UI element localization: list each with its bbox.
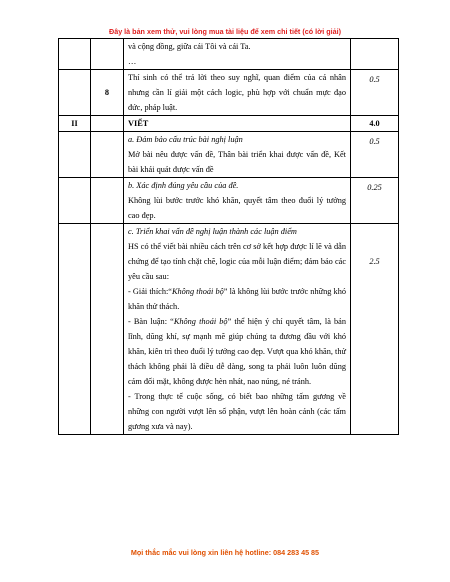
answer-cell <box>124 178 351 224</box>
preview-notice-banner: Đây là bản xem thử, vui lòng mua tài liệu để xem chi tiết (có lời giải) <box>109 27 341 36</box>
discuss-paragraph: - Bàn luận: “Không thoái bộ” thể hiện ý chí quyết tâm, là bản lĩnh, dũng khí, sự mạnh mẽ giúp chúng ta đương đầu với khó khăn, kiên trì theo đuổi lý tưởng cao đẹp. Vượt qua khó khăn, thử thách không phải là điều dễ dàng, song ta phải luôn luôn dũng cảm đối mặt, không được hèn nhát, nao núng, né tránh. <box>128 317 347 386</box>
reality-paragraph: - Trong thực tế cuộc sống, có biết bao những tấm gương về những con người vượt lên số phận, vượt lên hoàn cảnh (các tấm gương xưa và nay). <box>128 392 346 431</box>
answer-cell <box>124 39 351 70</box>
criterion-text: Không lùi bước trước khó khăn, quyết tâm theo đuổi lý tưởng cao đẹp. <box>128 196 346 220</box>
quoted-phrase: Không thoái bộ <box>173 317 228 326</box>
table-row <box>59 132 399 178</box>
score-cell: 0.5 <box>351 132 399 178</box>
criterion-text: Mở bài nêu được vấn đề, Thân bài triển khai được vấn đề, Kết bài khái quát được vấn đề <box>128 150 346 174</box>
section-row <box>59 116 399 132</box>
answer-cell: Thí sinh có thể trả lời theo suy nghĩ, quan điểm của cá nhân nhưng cần lí giải một cách logic, phù hợp với chuẩn mực đạo đức, pháp luật. <box>124 70 351 116</box>
criterion-heading: b. Xác định đúng yêu cầu của đề. <box>128 181 239 190</box>
table-row <box>59 70 399 116</box>
question-number: 8 <box>91 70 124 116</box>
criterion-heading: a. Đảm bảo cấu trúc bài nghị luận <box>128 135 243 144</box>
table-row <box>59 39 399 70</box>
section-number: II <box>59 116 91 132</box>
answer-cell <box>124 132 351 178</box>
hotline-banner: Mọi thắc mắc vui lòng xin liên hệ hotline: 084 283 45 85 <box>130 548 320 557</box>
quoted-phrase: Không thoái bộ <box>171 287 224 296</box>
score-cell: 2.5 <box>351 224 399 435</box>
answer-key-table <box>58 38 399 435</box>
answer-cell <box>124 224 351 435</box>
table-row <box>59 224 399 435</box>
criterion-heading: c. Triển khai vấn đề nghị luận thành các luận điểm <box>128 227 297 236</box>
criterion-intro: HS có thể viết bài nhiều cách trên cơ sở kết hợp được lí lẽ và dẫn chứng để tạo tính chặt chẽ, logic của mỗi luận điểm; đảm bảo các yêu cầu sau: <box>128 242 346 281</box>
table-row <box>59 178 399 224</box>
answer-line: và cộng đồng, giữa cái Tôi và cái Ta. <box>128 42 251 51</box>
ellipsis: … <box>128 57 137 66</box>
score-cell: 0.25 <box>351 178 399 224</box>
explain-paragraph: - Giải thích:“Không thoái bộ” là không lùi bước trước những khó khăn thử thách. <box>128 287 346 311</box>
score-cell: 0.5 <box>351 70 399 116</box>
section-title: VIẾT <box>124 116 351 132</box>
section-score: 4.0 <box>351 116 399 132</box>
